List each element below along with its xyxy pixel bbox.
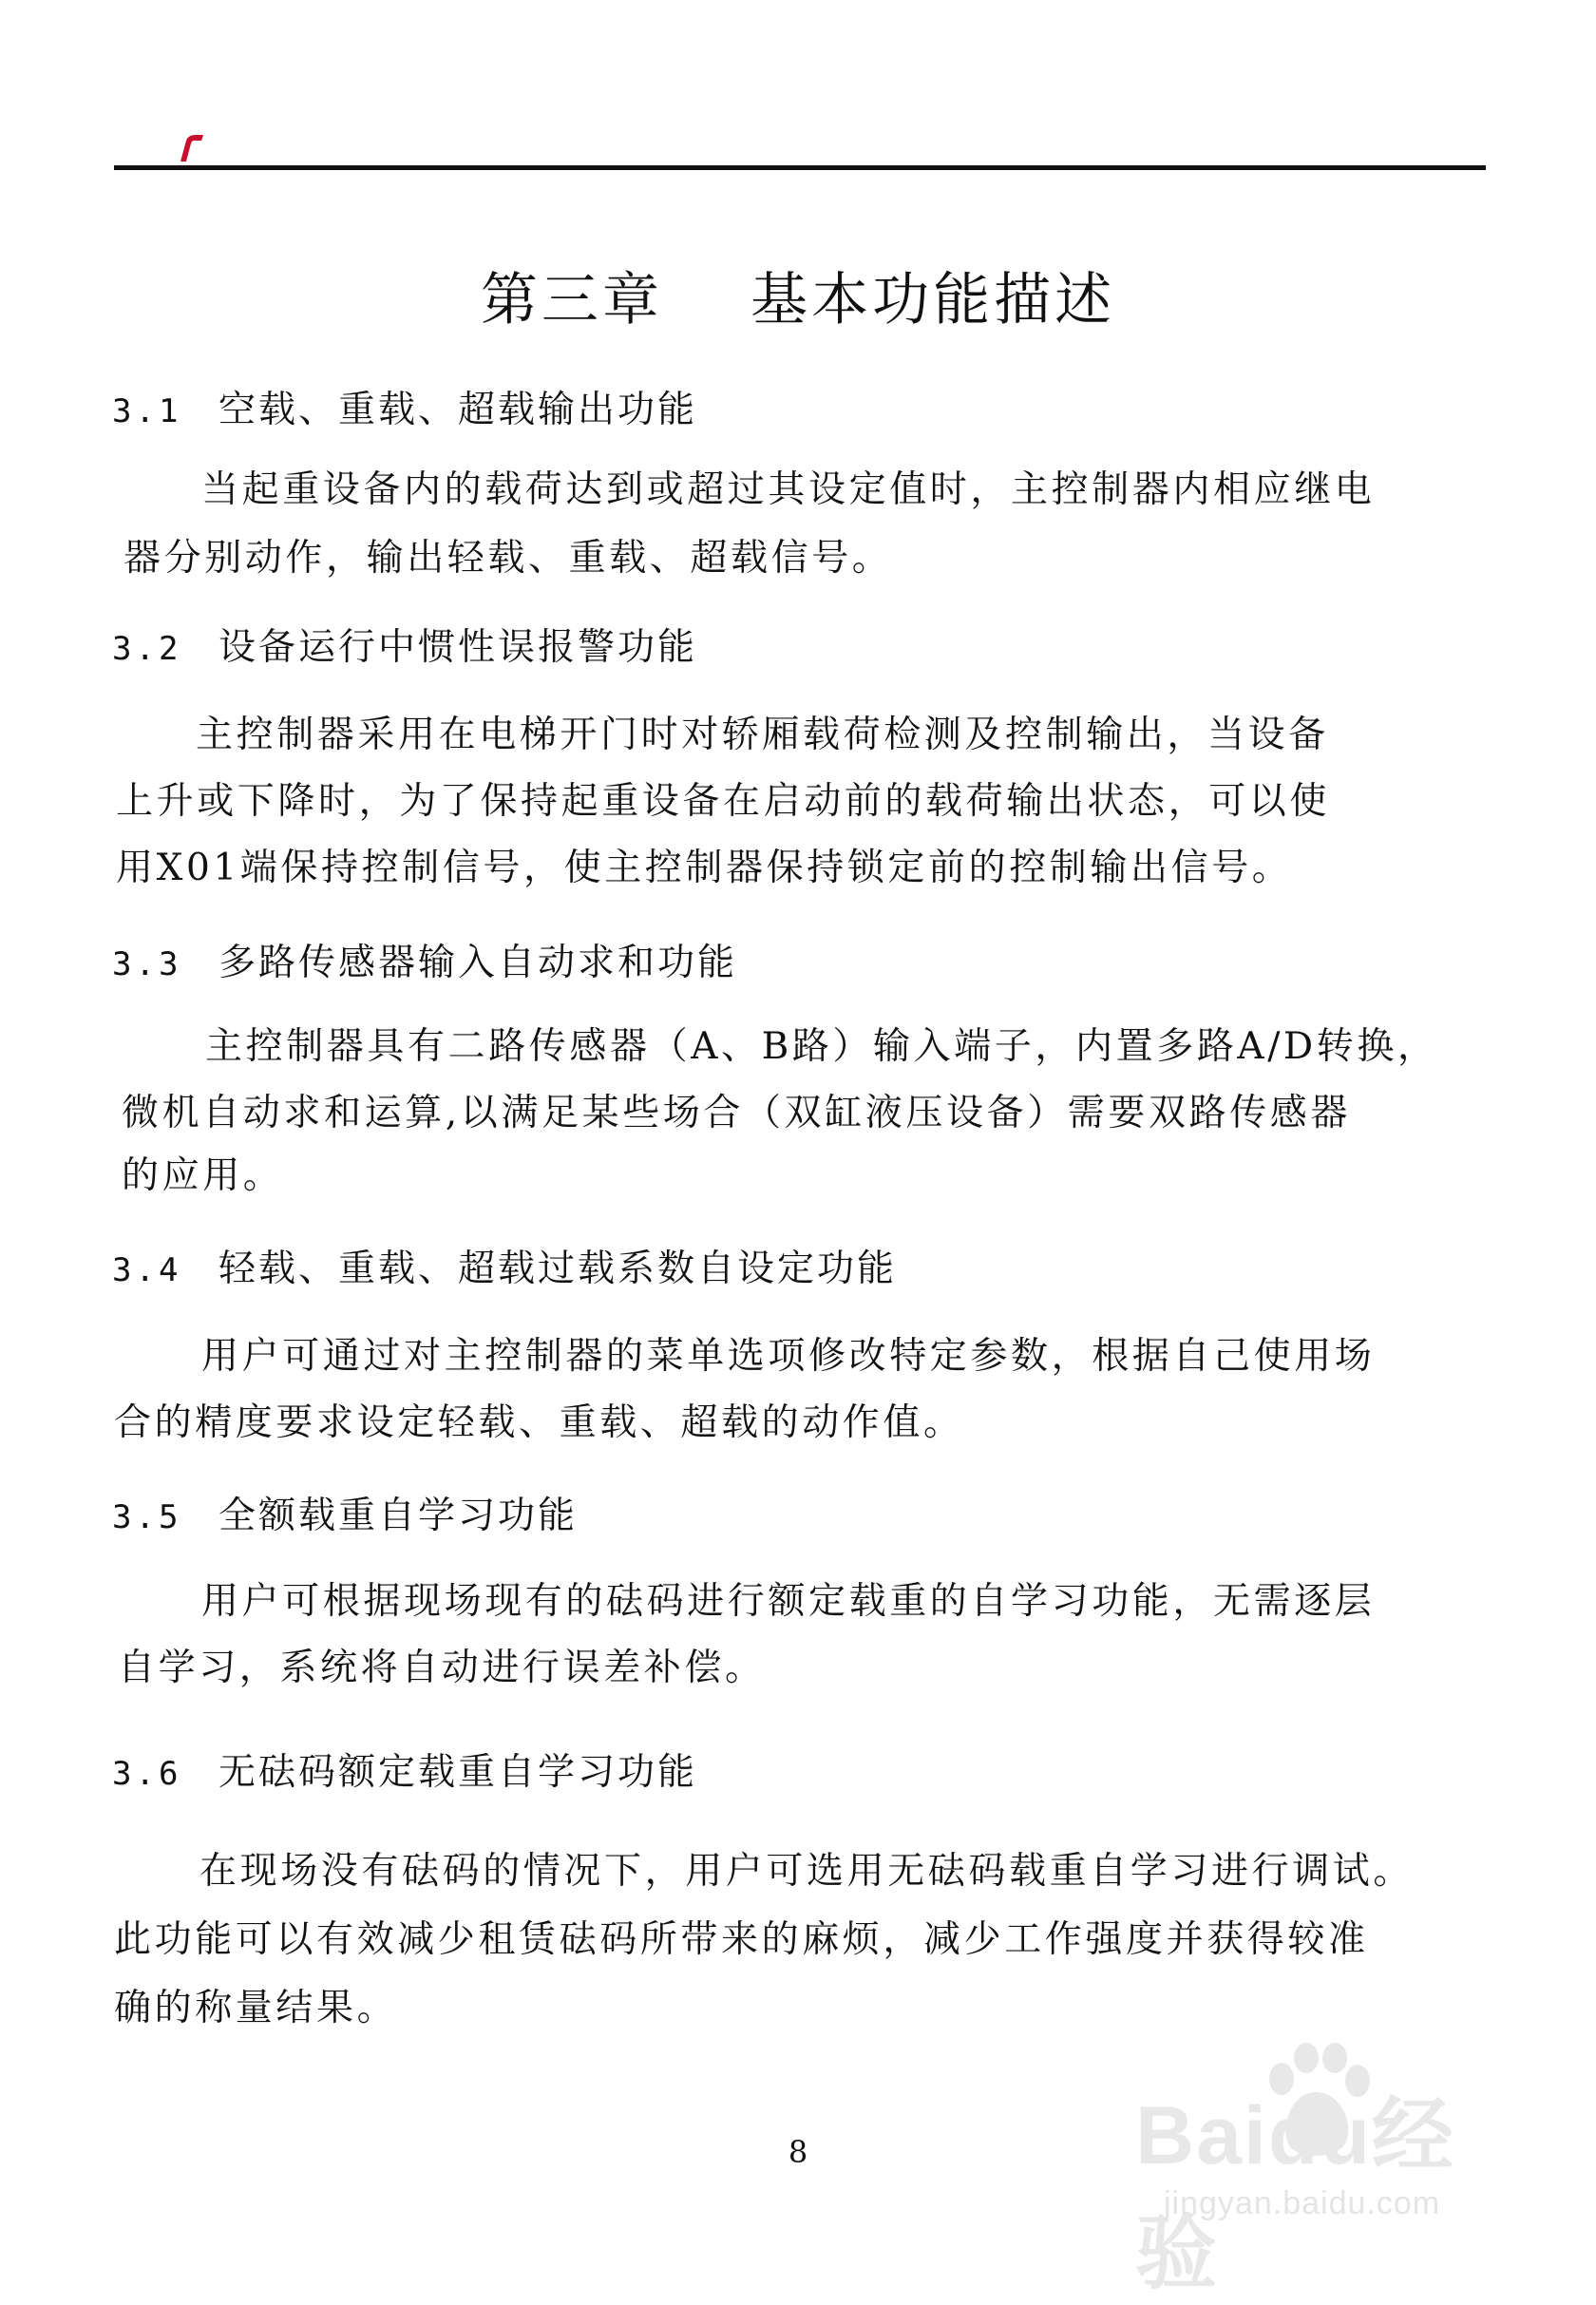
paragraph-line: 合的精度要求设定轻载、重载、超载的动作值。 xyxy=(114,1401,964,1444)
section-number: 3.6 xyxy=(112,1755,182,1793)
section-title: 设备运行中惯性误报警功能 xyxy=(218,626,698,669)
paragraph-line: 上升或下降时，为了保持起重设备在启动前的载荷输出状态，可以使 xyxy=(116,780,1331,823)
paragraph-line: 器分别动作，输出轻载、重载、超载信号。 xyxy=(124,537,893,580)
section-heading xyxy=(112,391,697,429)
section-title: 全额载重自学习功能 xyxy=(218,1495,579,1537)
section-heading xyxy=(112,1751,698,1794)
section-number: 3.5 xyxy=(112,1498,182,1536)
red-slash-logo-icon xyxy=(177,133,203,162)
section-number: 3.3 xyxy=(112,945,182,983)
chapter-title: 第三章 基本功能描述 xyxy=(480,267,1116,333)
section-heading xyxy=(112,1495,579,1537)
paragraph-line: 用户可根据现场现有的砝码进行额定载重的自学习功能，无需逐层 xyxy=(201,1580,1376,1623)
paragraph-line: 主控制器具有二路传感器（A、B路）输入端子，内置多路A/D转换， xyxy=(205,1025,1438,1068)
section-heading xyxy=(112,942,738,984)
section-number: 3.1 xyxy=(112,392,182,430)
page-number: 8 xyxy=(788,2134,808,2170)
section-number: 3.2 xyxy=(112,630,182,668)
baidu-watermark xyxy=(1135,2043,1534,2299)
paragraph-line: 用户可通过对主控制器的菜单选项修改特定参数，根据自己使用场 xyxy=(201,1335,1376,1378)
paragraph-line: 微机自动求和运算,以满足某些场合（双缸液压设备）需要双路传感器 xyxy=(122,1092,1351,1134)
paragraph-line: 在现场没有砝码的情况下，用户可选用无砝码载重自学习进行调试。 xyxy=(200,1850,1415,1893)
watermark-brand: Baidu经验 xyxy=(1135,2090,1455,2299)
paragraph-line: 自学习，系统将自动进行误差补偿。 xyxy=(118,1647,766,1689)
paragraph-line: 主控制器采用在电梯开门时对轿厢载荷检测及控制输出，当设备 xyxy=(196,714,1329,756)
header-rule xyxy=(114,165,1486,170)
paragraph-line: 用X01端保持控制信号，使主控制器保持锁定前的控制输出信号。 xyxy=(116,847,1293,889)
section-title: 多路传感器输入自动求和功能 xyxy=(218,942,738,984)
paragraph-line: 此功能可以有效减少租赁砝码所带来的麻烦，减少工作强度并获得较准 xyxy=(114,1918,1369,1961)
paragraph-line: 确的称量结果。 xyxy=(114,1987,398,2029)
paragraph-line: 当起重设备内的载荷达到或超过其设定值时，主控制器内相应继电 xyxy=(201,468,1376,511)
paragraph-line: 的应用。 xyxy=(122,1154,284,1197)
section-title: 轻载、重载、超载过载系数自设定功能 xyxy=(218,1248,898,1290)
section-title: 无砝码额定载重自学习功能 xyxy=(218,1751,698,1794)
section-heading xyxy=(112,1248,898,1290)
section-title: 空载、重载、超载输出功能 xyxy=(218,389,698,431)
watermark-url: jingyan.baidu.com xyxy=(1164,2185,1441,2221)
section-heading xyxy=(112,626,698,669)
section-number: 3.4 xyxy=(112,1251,182,1289)
